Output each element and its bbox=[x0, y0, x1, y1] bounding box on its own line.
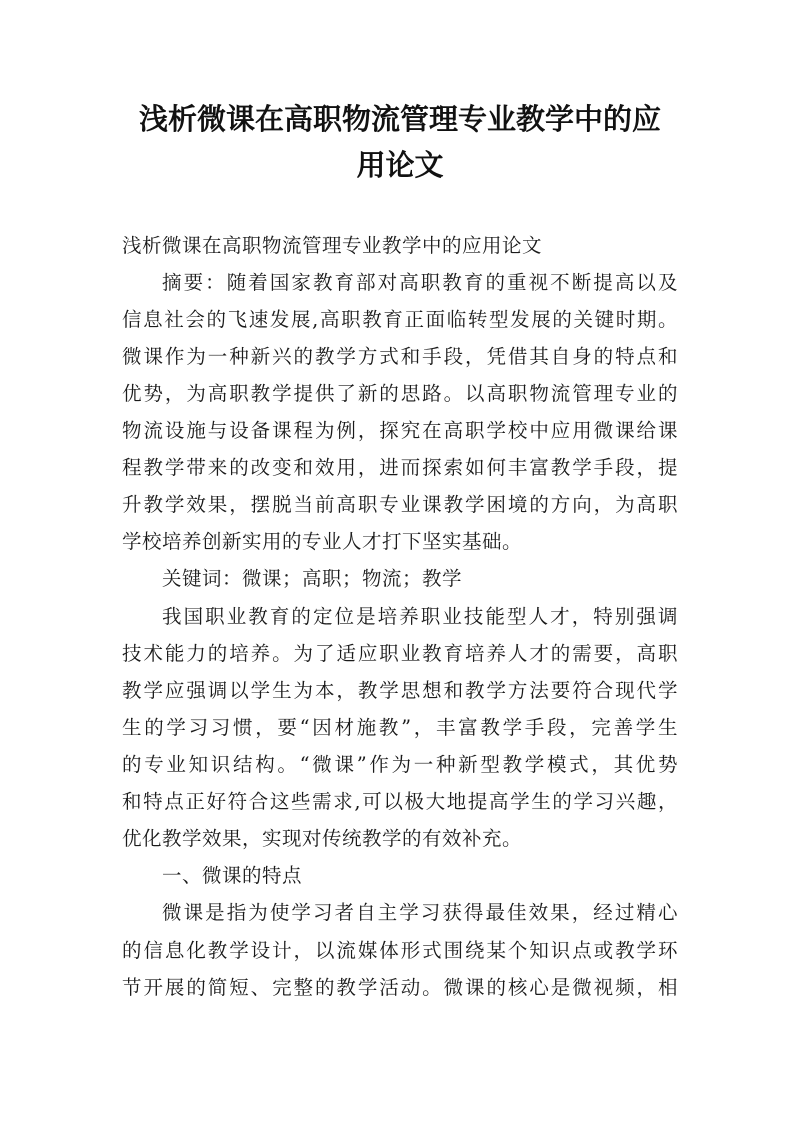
intro-line: 技术能力的培养。为了适应职业教育培养人才的需要，高职 bbox=[122, 642, 678, 665]
abstract-line: 升教学效果，摆脱当前高职专业课教学困境的方向，为高职 bbox=[122, 493, 678, 516]
title-line-1: 浅析微课在高职物流管理专业教学中的应 bbox=[138, 102, 661, 136]
abstract-line: 优势，为高职教学提供了新的思路。以高职物流管理专业的 bbox=[122, 382, 678, 405]
abstract-line: 摘要：随着国家教育部对高职教育的重视不断提高以及 bbox=[162, 271, 678, 294]
intro-line: 我国职业教育的定位是培养职业技能型人才，特别强调 bbox=[162, 605, 678, 628]
intro-line: 优化教学效果，实现对传统教学的有效补充。 bbox=[122, 827, 523, 850]
section-heading: 一、微课的特点 bbox=[162, 864, 303, 887]
abstract-line: 微课作为一种新兴的教学方式和手段，凭借其自身的特点和 bbox=[122, 345, 678, 368]
section-line: 的信息化教学设计，以流媒体形式围绕某个知识点或教学环 bbox=[122, 939, 678, 962]
intro-line: 生的学习习惯，要“因材施教”，丰富教学手段，完善学生 bbox=[122, 716, 678, 739]
document-title bbox=[100, 96, 700, 188]
intro-line: 的专业知识结构。“微课”作为一种新型教学模式，其优势 bbox=[122, 753, 678, 776]
section-line: 节开展的简短、完整的教学活动。微课的核心是微视频，相 bbox=[122, 976, 678, 999]
keywords: 关键词：微课；高职；物流；教学 bbox=[162, 567, 463, 590]
intro-line: 教学应强调以学生为本，教学思想和教学方法要符合现代学 bbox=[122, 679, 678, 702]
subtitle: 浅析微课在高职物流管理专业教学中的应用论文 bbox=[122, 234, 543, 257]
title-line-2: 用论文 bbox=[356, 148, 444, 182]
section-line: 微课是指为使学习者自主学习获得最佳效果，经过精心 bbox=[162, 901, 678, 924]
intro-line: 和特点正好符合这些需求,可以极大地提高学生的学习兴趣， bbox=[122, 790, 678, 813]
abstract-line: 信息社会的飞速发展,高职教育正面临转型发展的关键时期。 bbox=[122, 308, 678, 331]
abstract-line: 学校培养创新实用的专业人才打下坚实基础。 bbox=[122, 530, 523, 553]
abstract-line: 物流设施与设备课程为例，探究在高职学校中应用微课给课 bbox=[122, 419, 678, 442]
abstract-line: 程教学带来的改变和效用，进而探索如何丰富教学手段，提 bbox=[122, 456, 678, 479]
